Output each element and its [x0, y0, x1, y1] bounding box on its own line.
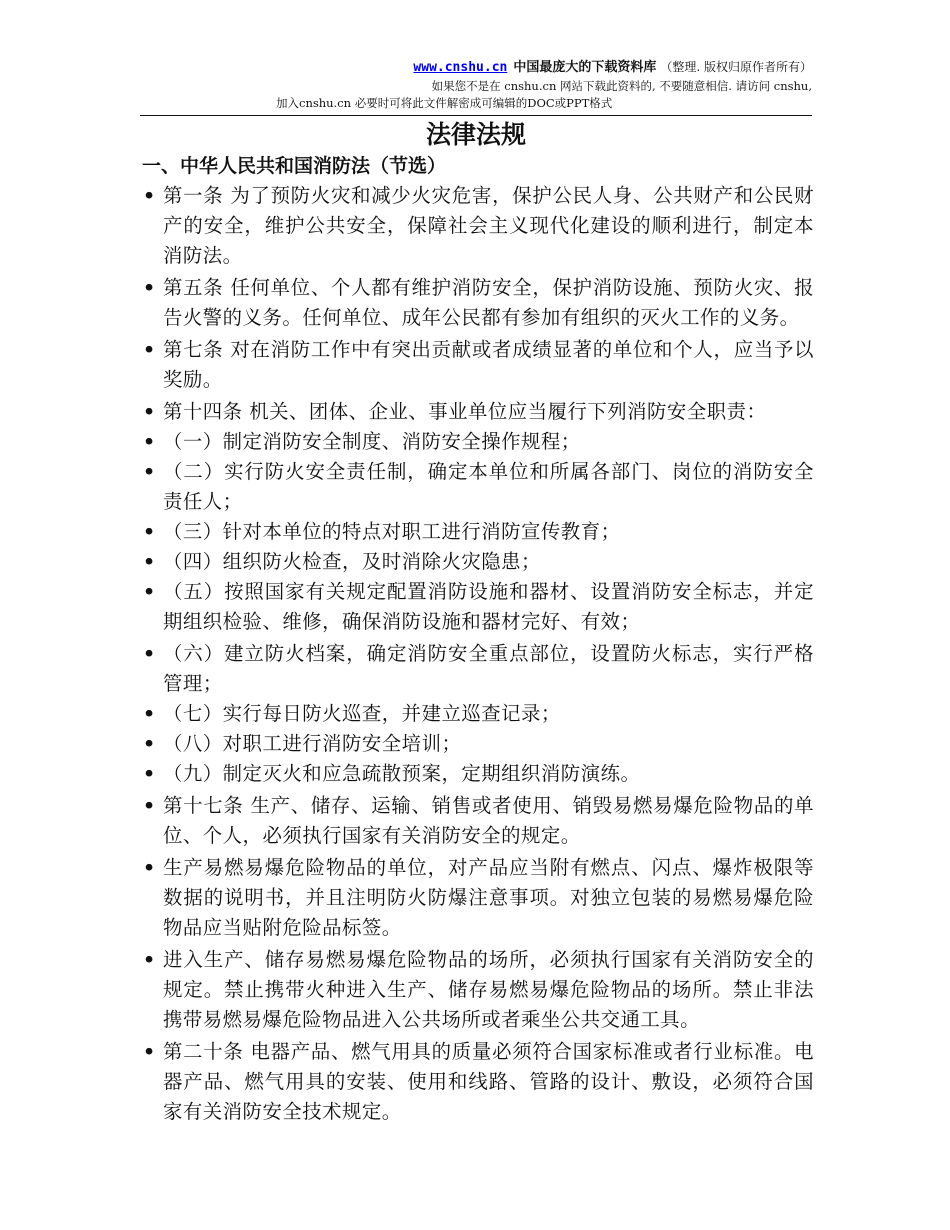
bullet-icon: •	[143, 277, 156, 299]
article-text: （一）制定消防安全制度、消防安全操作规程；	[163, 430, 581, 453]
article-item	[142, 699, 814, 729]
article-text: 第一条 为了预防火灾和减少火灾危害，保护公民人身、公共财产和公民财产的安全，维护公共安全，保障社会主义现代化建设的顺利进行，制定本消防法。	[163, 184, 814, 267]
bullet-icon: •	[143, 401, 156, 423]
bullet-icon: •	[143, 551, 156, 573]
article-item	[142, 639, 814, 699]
bullet-icon: •	[143, 431, 156, 453]
article-text: 进入生产、储存易燃易爆危险物品的场所，必须执行国家有关消防安全的规定。禁止携带火种进入生产、储存易燃易爆危险物品的场所。禁止非法携带易燃易爆危险物品进入公共场所或者乘坐公共交通工具。	[163, 948, 814, 1031]
header-divider	[140, 115, 812, 116]
bullet-icon: •	[143, 795, 156, 817]
bullet-icon: •	[143, 763, 156, 785]
article-item	[142, 759, 814, 789]
article-item	[142, 791, 814, 851]
bullet-icon: •	[143, 461, 156, 483]
article-item	[142, 853, 814, 943]
bullet-icon: •	[143, 857, 156, 879]
header-slogan: 中国最庞大的下载资料库	[513, 60, 657, 75]
article-item	[142, 729, 814, 759]
article-list	[142, 181, 814, 1129]
page-header	[276, 57, 812, 112]
header-line-1	[276, 57, 812, 78]
bullet-icon: •	[143, 949, 156, 971]
article-text: （八）对职工进行消防安全培训；	[163, 732, 462, 755]
header-line-3: 加入cnshu.cn 必要时可将此文件解密成可编辑的DOC或PPT格式	[276, 96, 613, 110]
article-text: （四）组织防火检查，及时消除火灾隐患；	[163, 550, 541, 573]
bullet-icon: •	[143, 339, 156, 361]
article-text: （三）针对本单位的特点对职工进行消防宣传教育；	[163, 520, 621, 543]
article-item	[142, 273, 814, 333]
site-link[interactable]: www.cnshu.cn	[413, 60, 508, 75]
article-text: （七）实行每日防火巡查，并建立巡查记录；	[163, 702, 561, 725]
article-text: （六）建立防火档案，确定消防安全重点部位，设置防火标志，实行严格管理；	[163, 642, 814, 695]
article-text: （九）制定灭火和应急疏散预案，定期组织消防演练。	[163, 762, 641, 785]
article-text: 第七条 对在消防工作中有突出贡献或者成绩显著的单位和个人，应当予以奖励。	[163, 338, 814, 391]
article-text: （二）实行防火安全责任制，确定本单位和所属各部门、岗位的消防安全责任人；	[163, 460, 814, 513]
bullet-icon: •	[143, 185, 156, 207]
article-item	[142, 335, 814, 395]
bullet-icon: •	[143, 733, 156, 755]
article-item	[142, 1037, 814, 1127]
article-text: 第五条 任何单位、个人都有维护消防安全，保护消防设施、预防火灾、报告火警的义务。任何单位、成年公民都有参加有组织的灭火工作的义务。	[163, 276, 814, 329]
article-text: 第十四条 机关、团体、企业、事业单位应当履行下列消防安全职责：	[163, 400, 767, 423]
article-item	[142, 517, 814, 547]
article-item	[142, 547, 814, 577]
header-line-2: 如果您不是在 cnshu.cn 网站下载此资料的, 不要随意相信. 请访问 cnshu,	[431, 79, 812, 93]
article-text: （五）按照国家有关规定配置消防设施和器材、设置消防安全标志，并定期组织检验、维修，确保消防设施和器材完好、有效；	[163, 580, 814, 633]
article-item	[142, 427, 814, 457]
bullet-icon: •	[143, 703, 156, 725]
document-title: 法律法规	[425, 120, 526, 149]
bullet-icon: •	[143, 581, 156, 603]
article-item	[142, 457, 814, 517]
article-item	[142, 945, 814, 1035]
section-heading: 一、中华人民共和国消防法（节选）	[142, 155, 447, 177]
article-item	[142, 181, 814, 271]
article-text: 第十七条 生产、储存、运输、销售或者使用、销毁易燃易爆危险物品的单位、个人，必须执行国家有关消防安全的规定。	[163, 794, 814, 847]
article-item	[142, 397, 814, 427]
header-note: （整理. 版权归原作者所有）	[660, 60, 812, 74]
bullet-icon: •	[143, 643, 156, 665]
bullet-icon: •	[143, 521, 156, 543]
article-item	[142, 577, 814, 637]
article-text: 生产易燃易爆危险物品的单位，对产品应当附有燃点、闪点、爆炸极限等数据的说明书，并且注明防火防爆注意事项。对独立包装的易燃易爆危险物品应当贴附危险品标签。	[163, 856, 814, 939]
bullet-icon: •	[143, 1041, 156, 1063]
article-text: 第二十条 电器产品、燃气用具的质量必须符合国家标准或者行业标准。电器产品、燃气用具的安装、使用和线路、管路的设计、敷设，必须符合国家有关消防安全技术规定。	[163, 1040, 814, 1123]
